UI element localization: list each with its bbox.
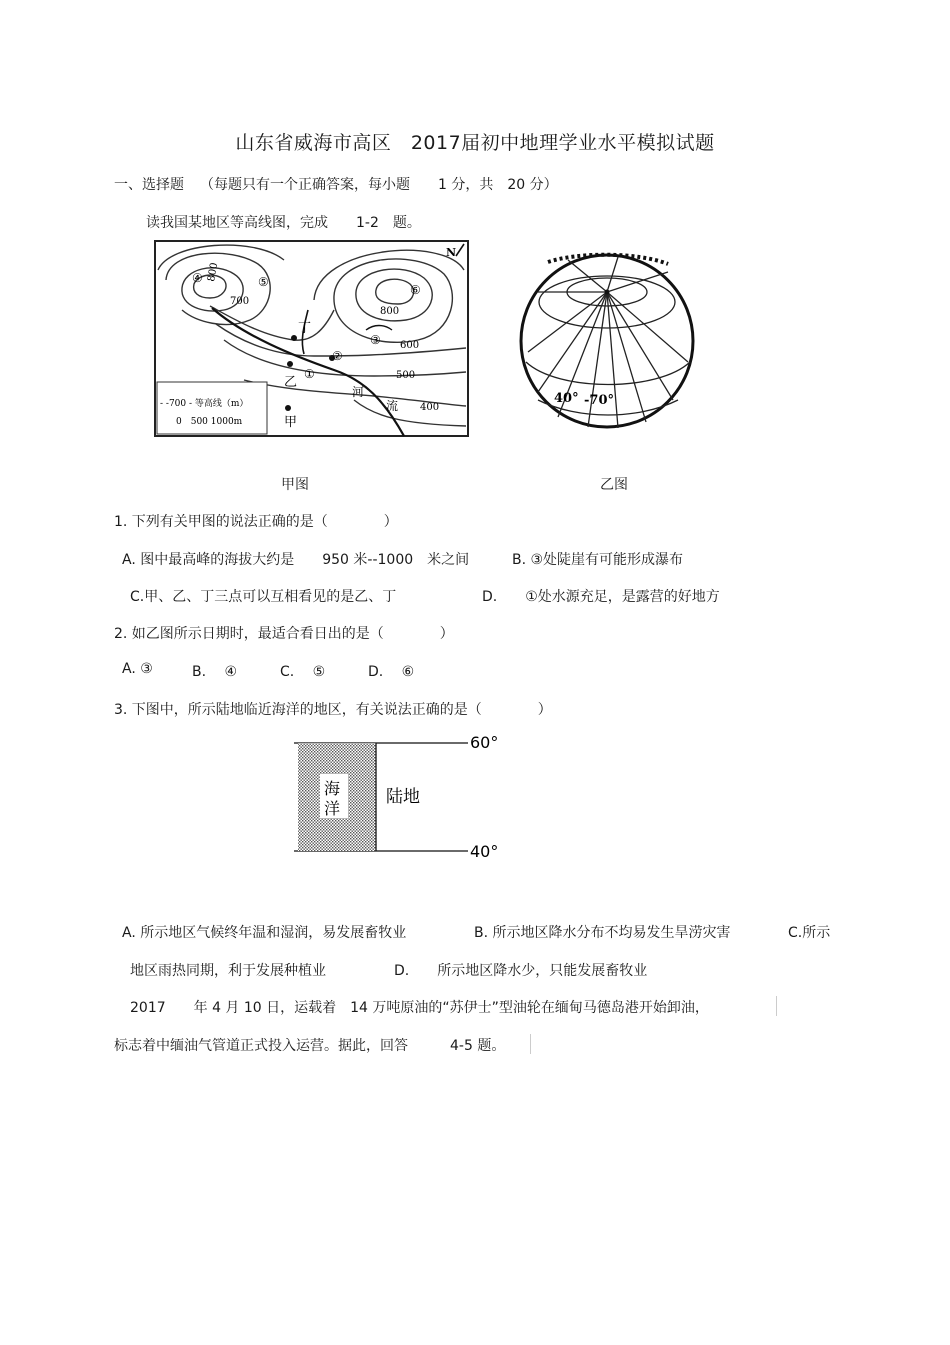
q3-option-d: D. 所示地区降水少，只能发展畜牧业 bbox=[394, 963, 648, 979]
point-yi: 乙 bbox=[284, 375, 298, 390]
q1-option-a: A. 图中最高峰的海拔大约是 950 米--1000 米之间 bbox=[122, 552, 470, 568]
point-jia-dot bbox=[285, 405, 291, 411]
section-note: （每题只有一个正确答案，每小题 1 分，共 20 分） bbox=[200, 177, 558, 193]
q3-stem: 3. 下图中，所示陆地临近海洋的地区，有关说法正确的是（ ） bbox=[114, 702, 552, 718]
globe-lat-label: 40° bbox=[554, 391, 579, 406]
marker-2: ② bbox=[332, 349, 343, 363]
passage-line-1: 2017 年 4 月 10 日，运载着 14 万吨原油的“苏伊士”型油轮在缅甸马德岛港开始卸油， bbox=[130, 1000, 709, 1016]
ocean-land-figure bbox=[290, 730, 510, 864]
legend-line: - -700 - 等高线（m） bbox=[160, 399, 249, 409]
q1-option-d: D. ①处水源充足，是露营的好地方 bbox=[482, 589, 720, 605]
contour-label: 600 bbox=[400, 340, 420, 351]
ocean-label-2: 洋 bbox=[324, 799, 341, 818]
contour-label: 700 bbox=[230, 296, 250, 307]
river-char: 流 bbox=[386, 399, 399, 413]
marker-4: ④ bbox=[192, 271, 203, 285]
q1-stem: 1. 下列有关甲图的说法正确的是（ ） bbox=[114, 514, 398, 530]
north-pole-dot bbox=[605, 290, 610, 295]
q2-option-d: D. ⑥ bbox=[368, 664, 415, 680]
section-heading: 一、选择题 bbox=[114, 177, 184, 193]
q3-option-a: A. 所示地区气候终年温和湿润，易发展畜牧业 bbox=[122, 925, 407, 941]
lat-top-label: 60° bbox=[470, 733, 499, 752]
globe-lon-label: -70° bbox=[584, 393, 614, 408]
caption-yi: 乙图 bbox=[600, 477, 628, 493]
contour-label: 800 bbox=[206, 261, 221, 283]
q2-option-b: B. ④ bbox=[192, 664, 238, 680]
marker-3: ③ bbox=[370, 333, 381, 347]
faint-rule bbox=[776, 996, 777, 1016]
passage-line-2: 标志着中缅油气管道正式投入运营。据此，回答 4-5 题。 bbox=[114, 1038, 506, 1054]
contour-label: 500 bbox=[396, 370, 416, 381]
contour-label: 400 bbox=[420, 402, 440, 413]
point-ding: 丁 bbox=[298, 321, 312, 336]
globe-figure bbox=[518, 252, 696, 430]
ocean-label-1: 海 bbox=[324, 779, 341, 798]
q3-option-c-part1: C.所示 bbox=[788, 925, 831, 941]
q1-option-c: C.甲、乙、丁三点可以互相看见的是乙、丁 bbox=[130, 589, 397, 605]
q1-option-b: B. ③处陡崖有可能形成瀑布 bbox=[512, 552, 684, 568]
marker-5: ⑤ bbox=[258, 275, 269, 289]
q2-option-c: C. ⑤ bbox=[280, 664, 326, 680]
q2-option-a: A. ③ bbox=[122, 661, 153, 677]
land-label: 陆地 bbox=[386, 787, 420, 807]
intro-1-2: 读我国某地区等高线图，完成 1-2 题。 bbox=[146, 215, 421, 231]
contour-map-figure bbox=[154, 240, 470, 438]
marker-6: ⑥ bbox=[410, 283, 421, 297]
marker-1: ① bbox=[304, 367, 315, 381]
q3-option-b: B. 所示地区降水分布不均易发生旱涝灾害 bbox=[474, 925, 731, 941]
river-char: 河 bbox=[352, 385, 365, 399]
north-label: N bbox=[446, 246, 457, 259]
q2-stem: 2. 如乙图所示日期时，最适合看日出的是（ ） bbox=[114, 626, 454, 642]
lat-bottom-label: 40° bbox=[470, 842, 499, 861]
point-ding-dot bbox=[291, 335, 297, 341]
faint-rule bbox=[530, 1034, 531, 1054]
contour-label: 800 bbox=[380, 306, 400, 317]
caption-jia: 甲图 bbox=[281, 477, 309, 493]
point-jia: 甲 bbox=[284, 415, 298, 430]
q3-option-c-part2: 地区雨热同期，利于发展种植业 bbox=[130, 963, 326, 979]
point-yi-dot bbox=[287, 361, 293, 367]
legend-scale: 0 500 1000m bbox=[176, 417, 243, 427]
page-title: 山东省威海市高区 2017届初中地理学业水平模拟试题 bbox=[235, 132, 715, 154]
